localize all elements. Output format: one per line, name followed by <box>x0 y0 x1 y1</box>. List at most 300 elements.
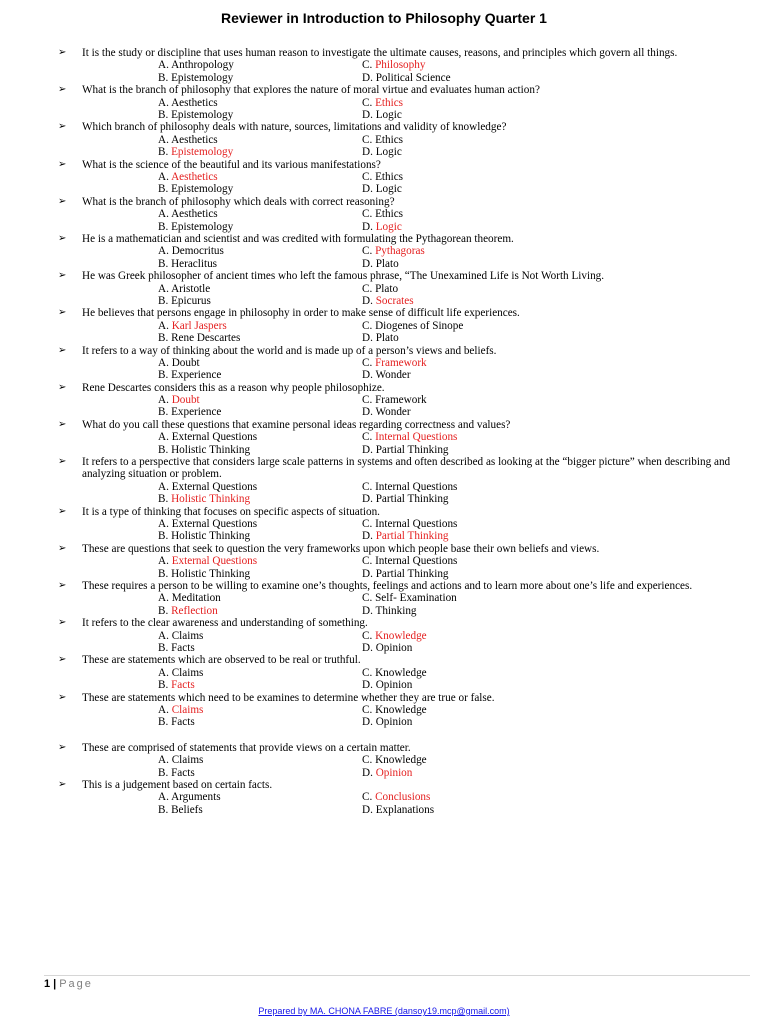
option-letter: C. <box>362 356 376 369</box>
option-letter: A. <box>158 518 172 531</box>
correct-answer-text: Opinion <box>375 766 413 779</box>
option-text: Holistic Thinking <box>171 530 251 543</box>
option-text: Explanations <box>375 803 435 816</box>
question-item <box>58 617 738 654</box>
options-row <box>58 530 738 542</box>
question-text: What is the branch of philosophy which deals with correct reasoning? <box>82 195 395 208</box>
option-text: Rene Descartes <box>171 332 241 345</box>
question-item <box>58 270 738 307</box>
answer-option <box>158 605 218 617</box>
document-title: Reviewer in Introduction to Philosophy Quarter 1 <box>221 10 547 26</box>
arrow-bullet-icon: ➢ <box>58 778 67 790</box>
answer-option <box>158 171 218 183</box>
option-letter: A. <box>158 356 172 369</box>
answer-option <box>158 716 195 728</box>
question-item <box>58 580 738 617</box>
arrow-bullet-icon: ➢ <box>58 232 67 244</box>
correct-answer-text: Karl Jaspers <box>171 319 227 332</box>
answer-option <box>362 134 403 146</box>
option-letter: D. <box>362 679 376 692</box>
answer-option <box>158 295 211 307</box>
option-text: Self- Examination <box>375 592 457 605</box>
arrow-bullet-icon: ➢ <box>58 121 67 133</box>
answer-option <box>158 481 257 493</box>
answer-option <box>158 394 200 406</box>
question-item <box>58 654 738 691</box>
question-text: These are comprised of statements that provide views on a certain matter. <box>82 741 411 754</box>
question-item <box>58 121 738 158</box>
question-item <box>58 692 738 729</box>
question-text: It refers to a way of thinking about the world and is made up of a person’s views and beliefs. <box>82 344 497 357</box>
option-text: Plato <box>375 257 399 270</box>
option-letter: B. <box>158 679 172 692</box>
answer-option <box>158 183 233 195</box>
option-text: Wonder <box>375 369 411 382</box>
option-letter: A. <box>158 208 172 221</box>
answer-option <box>362 592 457 604</box>
answer-option <box>158 444 250 456</box>
option-letter: D. <box>362 604 376 617</box>
option-text: Epicurus <box>171 294 211 307</box>
option-letter: B. <box>158 766 172 779</box>
correct-answer-text: Reflection <box>171 604 218 617</box>
option-letter: C. <box>362 704 376 716</box>
answer-option <box>158 357 200 369</box>
answer-option <box>158 431 257 443</box>
question-stem <box>58 456 738 481</box>
answer-option <box>362 518 457 530</box>
answer-option <box>158 704 203 716</box>
answer-option <box>158 332 240 344</box>
answer-option <box>362 208 403 220</box>
question-stem <box>58 382 738 394</box>
options-row <box>58 493 738 505</box>
option-letter: C. <box>362 431 376 444</box>
arrow-bullet-icon: ➢ <box>58 456 67 468</box>
option-text: Heraclitus <box>171 257 218 270</box>
option-text: Diogenes of Sinope <box>375 319 464 332</box>
answer-option <box>362 357 427 369</box>
question-stem <box>58 121 738 133</box>
question-text: These are questions that seek to question the very frameworks upon which people base their own beliefs and views. <box>82 542 600 555</box>
option-letter: B. <box>158 71 172 84</box>
option-text: Opinion <box>375 642 413 655</box>
option-text: Doubt <box>171 356 200 369</box>
answer-option <box>362 431 457 443</box>
option-letter: B. <box>158 803 172 816</box>
options-row <box>58 431 738 443</box>
option-letter: A. <box>158 555 172 568</box>
option-text: Epistemology <box>171 108 234 121</box>
question-text: Which branch of philosophy deals with nature, sources, limitations and validity of knowledge? <box>82 121 507 134</box>
option-letter: A. <box>158 319 172 332</box>
page-footer <box>44 978 93 990</box>
option-text: Internal Questions <box>375 555 458 568</box>
answer-option <box>158 320 227 332</box>
option-letter: D. <box>362 567 376 580</box>
options-row <box>58 592 738 604</box>
answer-option <box>362 679 412 691</box>
option-text: Internal Questions <box>375 480 458 493</box>
option-letter: D. <box>362 146 376 159</box>
question-text: It refers to a perspective that considers large scale patterns in systems and often described as looking at the “bigger picture” when describing and analyzing situation or problem. <box>82 456 731 481</box>
options-row <box>58 208 738 220</box>
options-row <box>58 295 738 307</box>
option-letter: D. <box>362 108 376 121</box>
correct-answer-text: Pythagoras <box>375 245 425 258</box>
answer-option <box>362 568 449 580</box>
option-letter: D. <box>362 642 376 655</box>
question-stem <box>58 47 738 59</box>
options-row <box>58 134 738 146</box>
correct-answer-text: Facts <box>171 679 195 692</box>
option-text: Opinion <box>375 716 413 729</box>
option-text: Epistemology <box>171 220 234 233</box>
option-letter: A. <box>158 480 172 493</box>
arrow-bullet-icon: ➢ <box>58 307 67 319</box>
options-row <box>58 97 738 109</box>
option-text: Aristotle <box>171 282 211 295</box>
option-letter: C. <box>362 754 376 767</box>
answer-option <box>362 109 402 121</box>
options-row <box>58 444 738 456</box>
options-row <box>58 221 738 233</box>
answer-option <box>158 530 250 542</box>
option-text: Wonder <box>375 406 411 419</box>
option-letter: A. <box>158 245 172 258</box>
options-row <box>58 109 738 121</box>
option-letter: B. <box>158 220 172 233</box>
option-letter: A. <box>158 394 172 407</box>
answer-option <box>362 704 427 716</box>
correct-answer-text: Philosophy <box>375 59 426 72</box>
question-item <box>58 84 738 121</box>
answer-option <box>362 791 430 803</box>
answer-option <box>158 406 221 418</box>
option-letter: A. <box>158 592 172 605</box>
answer-option <box>158 754 203 766</box>
question-text: It is a type of thinking that focuses on specific aspects of situation. <box>82 505 380 518</box>
arrow-bullet-icon: ➢ <box>58 505 67 517</box>
option-text: Facts <box>171 766 195 779</box>
option-letter: A. <box>158 133 172 146</box>
answer-option <box>158 493 250 505</box>
question-stem <box>58 159 738 171</box>
question-text: This is a judgement based on certain facts. <box>82 778 273 791</box>
option-letter: A. <box>158 170 172 183</box>
options-row <box>58 667 738 679</box>
question-stem <box>58 233 738 245</box>
arrow-bullet-icon: ➢ <box>58 542 67 554</box>
question-stem <box>58 270 738 282</box>
option-text: Aesthetics <box>171 133 218 146</box>
option-text: Logic <box>375 146 402 159</box>
option-letter: A. <box>158 282 172 295</box>
options-row <box>58 394 738 406</box>
option-letter: B. <box>158 530 172 543</box>
option-letter: D. <box>362 71 376 84</box>
question-item <box>58 196 738 233</box>
answer-option <box>362 555 457 567</box>
option-text: Claims <box>171 666 204 679</box>
question-text: These requires a person to be willing to examine one’s thoughts, feelings and actions and to learn more about one’s life and experiences. <box>82 580 693 593</box>
option-letter: C. <box>362 592 376 605</box>
answer-option <box>362 406 411 418</box>
option-text: External Questions <box>171 480 258 493</box>
answer-option <box>362 754 427 766</box>
options-row <box>58 146 738 158</box>
options-row <box>58 716 738 728</box>
option-text: Experience <box>171 406 222 419</box>
option-letter: A. <box>158 59 172 72</box>
option-text: Ethics <box>375 208 404 221</box>
options-row <box>58 245 738 257</box>
question-text: These are statements which need to be examines to determine whether they are true or false. <box>82 691 495 704</box>
correct-answer-text: Ethics <box>375 96 404 109</box>
question-item <box>58 233 738 270</box>
option-letter: B. <box>158 406 172 419</box>
options-row <box>58 804 738 816</box>
answer-option <box>158 208 218 220</box>
answer-option <box>158 555 257 567</box>
question-stem <box>58 84 738 96</box>
option-letter: D. <box>362 369 376 382</box>
answer-option <box>158 146 233 158</box>
option-letter: B. <box>158 642 172 655</box>
blank-line <box>58 729 738 742</box>
question-text: He believes that persons engage in philosophy in order to make sense of difficult life experiences. <box>82 307 520 320</box>
answer-option <box>158 72 233 84</box>
option-text: Political Science <box>375 71 451 84</box>
question-item <box>58 382 738 419</box>
page-number: 1 <box>44 978 51 990</box>
answer-option <box>158 369 221 381</box>
question-item <box>58 779 738 816</box>
answer-option <box>362 221 402 233</box>
options-row <box>58 59 738 71</box>
answer-option <box>158 667 203 679</box>
answer-option <box>362 767 412 779</box>
correct-answer-text: Partial Thinking <box>375 530 449 543</box>
options-row <box>58 72 738 84</box>
option-text: Claims <box>171 754 204 767</box>
options-row <box>58 171 738 183</box>
question-text: He was Greek philosopher of ancient times who left the famous phrase, “The Unexamined Life is Not Worth Living. <box>82 270 605 283</box>
correct-answer-text: Socrates <box>375 294 414 307</box>
answer-option <box>362 245 425 257</box>
question-list <box>58 47 738 816</box>
options-row <box>58 605 738 617</box>
answer-option <box>158 221 233 233</box>
options-row <box>58 357 738 369</box>
option-text: Claims <box>171 629 204 642</box>
question-item <box>58 47 738 84</box>
option-text: Ethics <box>375 133 404 146</box>
arrow-bullet-icon: ➢ <box>58 344 67 356</box>
option-letter: C. <box>362 629 376 642</box>
answer-option <box>158 59 234 71</box>
option-text: Holistic Thinking <box>171 567 251 580</box>
option-text: Plato <box>375 282 399 295</box>
question-item <box>58 419 738 456</box>
question-text: What is the science of the beautiful and its various manifestations? <box>82 158 381 171</box>
option-text: Partial Thinking <box>375 567 449 580</box>
answer-option <box>362 716 412 728</box>
page-separator: | <box>53 978 57 990</box>
answer-option <box>158 97 218 109</box>
correct-answer-text: Epistemology <box>171 146 234 159</box>
option-letter: A. <box>158 754 172 767</box>
answer-option <box>158 518 257 530</box>
option-letter: C. <box>362 170 376 183</box>
answer-option <box>158 804 203 816</box>
options-row <box>58 679 738 691</box>
option-text: Beliefs <box>171 803 203 816</box>
question-stem <box>58 419 738 431</box>
options-row <box>58 258 738 270</box>
option-text: Knowledge <box>375 704 427 716</box>
option-letter: A. <box>158 431 172 444</box>
question-item <box>58 307 738 344</box>
question-item <box>58 506 738 543</box>
footer-divider <box>44 975 750 976</box>
question-stem <box>58 742 738 754</box>
option-text: Facts <box>171 716 195 729</box>
option-letter: D. <box>362 332 376 345</box>
answer-option <box>362 97 403 109</box>
correct-answer-text: Internal Questions <box>375 431 458 444</box>
answer-option <box>362 72 451 84</box>
question-stem <box>58 506 738 518</box>
option-letter: C. <box>362 245 376 258</box>
arrow-bullet-icon: ➢ <box>58 580 67 592</box>
options-row <box>58 704 738 716</box>
correct-answer-text: Conclusions <box>375 791 431 804</box>
option-text: External Questions <box>171 431 258 444</box>
option-text: Partial Thinking <box>375 493 449 506</box>
prepared-by-link[interactable]: Prepared by MA. CHONA FABRE (dansoy19.mcp@gmail.com) <box>258 1006 510 1016</box>
option-letter: B. <box>158 294 172 307</box>
option-letter: C. <box>362 282 376 295</box>
options-row <box>58 568 738 580</box>
question-item <box>58 543 738 580</box>
option-text: External Questions <box>171 518 258 531</box>
options-row <box>58 754 738 766</box>
option-letter: A. <box>158 96 172 109</box>
answer-option <box>362 258 399 270</box>
answer-option <box>158 642 195 654</box>
option-letter: D. <box>362 294 376 307</box>
answer-option <box>362 295 414 307</box>
question-stem <box>58 779 738 791</box>
answer-option <box>362 369 411 381</box>
options-row <box>58 518 738 530</box>
answer-option <box>158 630 203 642</box>
option-text: Aesthetics <box>171 208 218 221</box>
option-letter: B. <box>158 443 172 456</box>
option-letter: A. <box>158 791 172 804</box>
question-text: It refers to the clear awareness and understanding of something. <box>82 617 368 630</box>
option-text: Knowledge <box>375 754 427 767</box>
option-text: Thinking <box>375 604 417 617</box>
arrow-bullet-icon: ➢ <box>58 617 67 629</box>
answer-option <box>158 245 224 257</box>
option-text: Internal Questions <box>375 518 458 531</box>
option-letter: B. <box>158 369 172 382</box>
options-row <box>58 283 738 295</box>
option-text: Arguments <box>171 791 221 804</box>
option-letter: C. <box>362 96 376 109</box>
answer-option <box>362 146 402 158</box>
answer-option <box>158 568 250 580</box>
arrow-bullet-icon: ➢ <box>58 691 67 703</box>
answer-option <box>362 183 402 195</box>
answer-option <box>362 59 425 71</box>
option-letter: C. <box>362 666 376 679</box>
question-text: Rene Descartes considers this as a reason why people philosophize. <box>82 381 385 394</box>
arrow-bullet-icon: ➢ <box>58 741 67 753</box>
option-letter: D. <box>362 183 376 196</box>
option-text: Facts <box>171 642 195 655</box>
question-stem <box>58 543 738 555</box>
correct-answer-text: Holistic Thinking <box>171 493 251 506</box>
option-text: Framework <box>375 394 427 407</box>
answer-option <box>158 767 195 779</box>
option-text: Opinion <box>375 679 413 692</box>
answer-option <box>158 283 210 295</box>
option-letter: D. <box>362 803 376 816</box>
option-text: Knowledge <box>375 666 427 679</box>
answer-option <box>362 394 427 406</box>
answer-option <box>362 493 449 505</box>
answer-option <box>362 667 427 679</box>
question-stem <box>58 345 738 357</box>
options-row <box>58 642 738 654</box>
question-stem <box>58 307 738 319</box>
question-item <box>58 345 738 382</box>
answer-option <box>362 481 457 493</box>
option-letter: C. <box>362 208 376 221</box>
answer-option <box>362 605 417 617</box>
option-text: Plato <box>375 332 399 345</box>
option-text: Partial Thinking <box>375 443 449 456</box>
option-text: Anthropology <box>171 59 234 72</box>
option-letter: D. <box>362 493 376 506</box>
option-letter: D. <box>362 766 376 779</box>
option-letter: D. <box>362 443 376 456</box>
option-letter: B. <box>158 257 172 270</box>
question-stem <box>58 196 738 208</box>
option-letter: B. <box>158 332 172 345</box>
option-text: Ethics <box>375 170 404 183</box>
option-text: Logic <box>375 108 402 121</box>
answer-option <box>362 630 427 642</box>
options-row <box>58 630 738 642</box>
question-item <box>58 742 738 779</box>
option-text: Holistic Thinking <box>171 443 251 456</box>
option-letter: C. <box>362 59 376 72</box>
option-letter: B. <box>158 493 172 506</box>
answer-option <box>362 444 449 456</box>
answer-option <box>158 258 217 270</box>
arrow-bullet-icon: ➢ <box>58 381 67 393</box>
answer-option <box>362 804 434 816</box>
question-stem <box>58 617 738 629</box>
answer-option <box>362 530 449 542</box>
answer-option <box>158 109 233 121</box>
options-row <box>58 767 738 779</box>
question-stem <box>58 654 738 666</box>
